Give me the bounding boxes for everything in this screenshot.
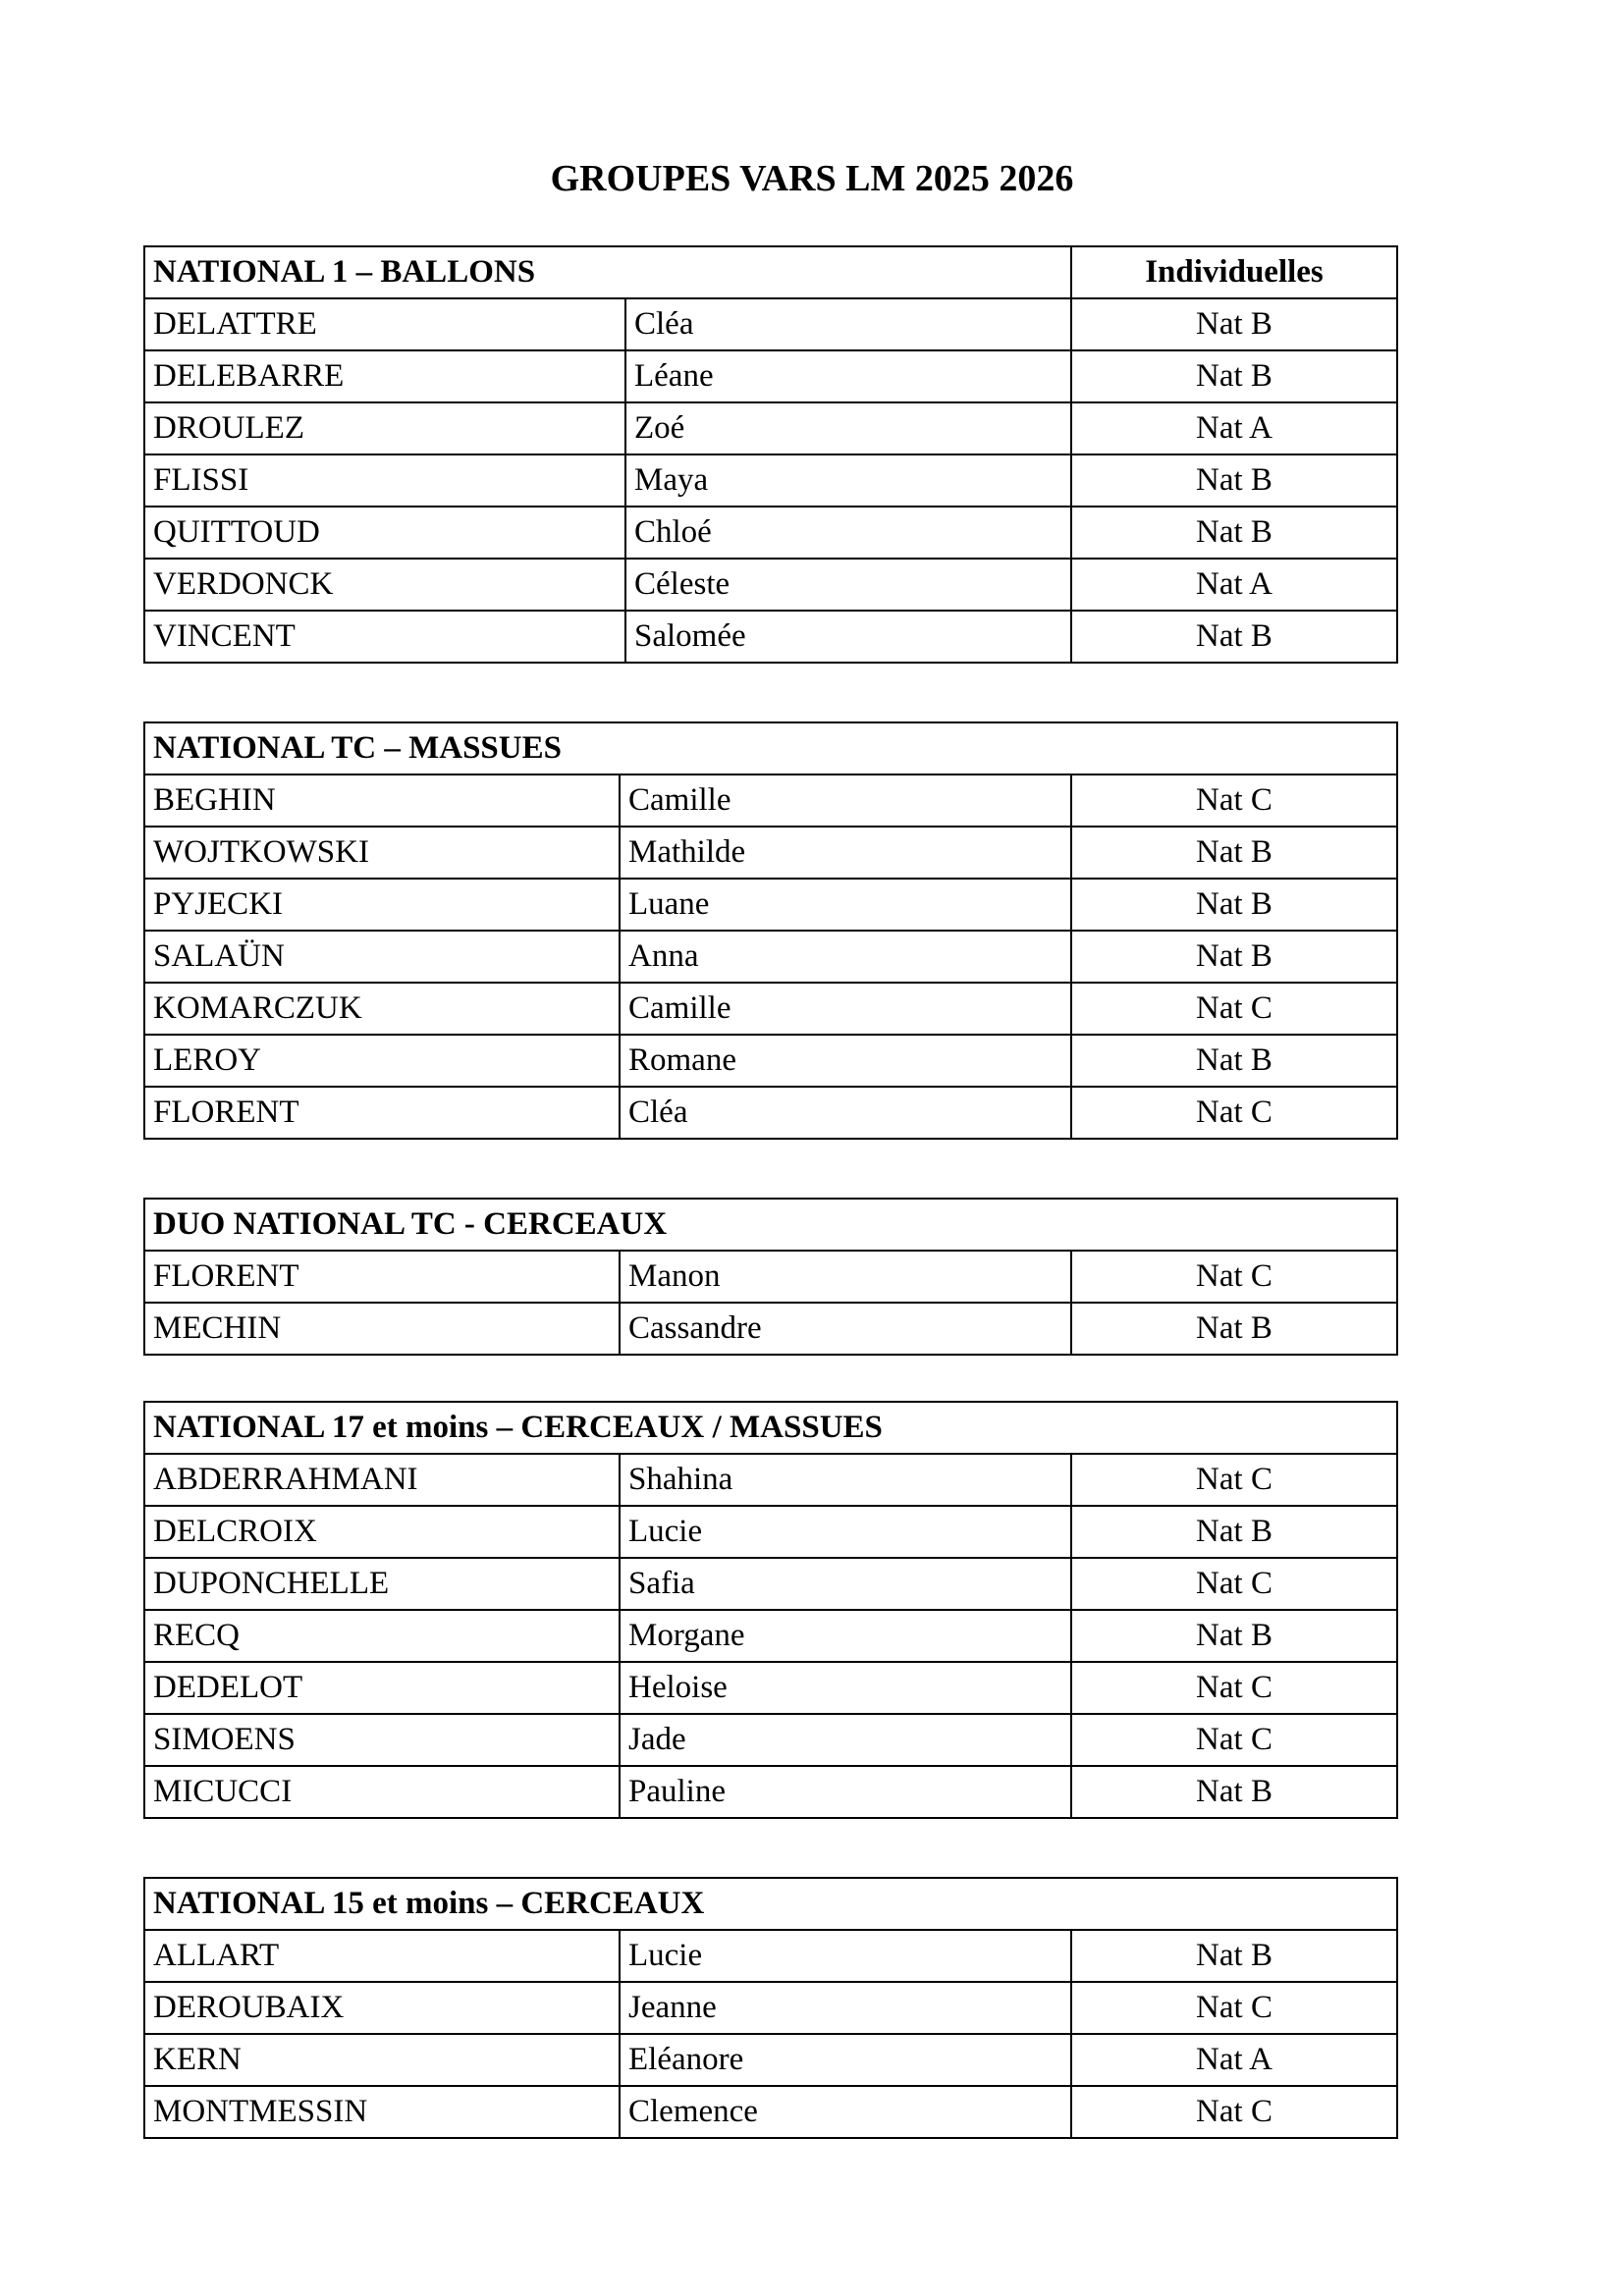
group-table-national-tc-massues (143, 721, 1398, 1140)
first-name: Eléanore (620, 2034, 1071, 2086)
level: Nat B (1071, 454, 1397, 507)
first-name: Lucie (620, 1930, 1071, 1982)
table-row (144, 1558, 1397, 1610)
table-row (144, 1982, 1397, 2034)
first-name: Cassandre (620, 1303, 1071, 1355)
level: Nat C (1071, 774, 1397, 827)
table-row (144, 1930, 1397, 1982)
first-name: Pauline (620, 1766, 1071, 1818)
last-name: DELEBARRE (144, 350, 625, 402)
level: Nat B (1071, 350, 1397, 402)
first-name: Maya (625, 454, 1071, 507)
last-name: MONTMESSIN (144, 2086, 620, 2138)
table-row (144, 879, 1397, 931)
first-name: Clemence (620, 2086, 1071, 2138)
last-name: LEROY (144, 1035, 620, 1087)
level: Nat A (1071, 402, 1397, 454)
first-name: Jeanne (620, 1982, 1071, 2034)
first-name: Zoé (625, 402, 1071, 454)
first-name: Safia (620, 1558, 1071, 1610)
group-table-national-15 (143, 1877, 1398, 2139)
last-name: MECHIN (144, 1303, 620, 1355)
first-name: Camille (620, 983, 1071, 1035)
last-name: ALLART (144, 1930, 620, 1982)
level: Nat C (1071, 1454, 1397, 1506)
group-heading: NATIONAL 17 et moins – CERCEAUX / MASSUES (144, 1402, 1397, 1454)
group-header-row (144, 1878, 1397, 1930)
last-name: DUPONCHELLE (144, 1558, 620, 1610)
last-name: VERDONCK (144, 559, 625, 611)
last-name: DROULEZ (144, 402, 625, 454)
first-name: Romane (620, 1035, 1071, 1087)
table-row (144, 1087, 1397, 1139)
last-name: MICUCCI (144, 1766, 620, 1818)
table-row (144, 1251, 1397, 1303)
level: Nat C (1071, 1558, 1397, 1610)
level: Nat C (1071, 1714, 1397, 1766)
table-row (144, 611, 1397, 663)
first-name: Jade (620, 1714, 1071, 1766)
first-name: Heloise (620, 1662, 1071, 1714)
group-heading: NATIONAL 15 et moins – CERCEAUX (144, 1878, 1397, 1930)
table-row (144, 1303, 1397, 1355)
table-row (144, 1610, 1397, 1662)
last-name: ABDERRAHMANI (144, 1454, 620, 1506)
level: Nat B (1071, 1766, 1397, 1818)
last-name: SALAÜN (144, 931, 620, 983)
group-header-row (144, 1402, 1397, 1454)
level: Nat C (1071, 1662, 1397, 1714)
table-row (144, 454, 1397, 507)
last-name: PYJECKI (144, 879, 620, 931)
last-name: BEGHIN (144, 774, 620, 827)
last-name: RECQ (144, 1610, 620, 1662)
first-name: Salomée (625, 611, 1071, 663)
level: Nat B (1071, 1506, 1397, 1558)
level: Nat B (1071, 1303, 1397, 1355)
last-name: VINCENT (144, 611, 625, 663)
individuelles-heading: Individuelles (1071, 246, 1397, 298)
first-name: Morgane (620, 1610, 1071, 1662)
first-name: Camille (620, 774, 1071, 827)
group-heading: NATIONAL 1 – BALLONS (144, 246, 1071, 298)
last-name: WOJTKOWSKI (144, 827, 620, 879)
level: Nat C (1071, 1251, 1397, 1303)
first-name: Léane (625, 350, 1071, 402)
level: Nat B (1071, 1610, 1397, 1662)
last-name: SIMOENS (144, 1714, 620, 1766)
table-row (144, 931, 1397, 983)
last-name: DEROUBAIX (144, 1982, 620, 2034)
level: Nat B (1071, 611, 1397, 663)
first-name: Chloé (625, 507, 1071, 559)
group-table-national-1 (143, 245, 1398, 664)
page-title: GROUPES VARS LM 2025 2026 (550, 158, 1074, 199)
first-name: Cléa (620, 1087, 1071, 1139)
level: Nat A (1071, 2034, 1397, 2086)
level: Nat B (1071, 1930, 1397, 1982)
table-row (144, 983, 1397, 1035)
last-name: DEDELOT (144, 1662, 620, 1714)
last-name: FLORENT (144, 1251, 620, 1303)
last-name: DELCROIX (144, 1506, 620, 1558)
level: Nat B (1071, 507, 1397, 559)
table-row (144, 1035, 1397, 1087)
first-name: Luane (620, 879, 1071, 931)
first-name: Manon (620, 1251, 1071, 1303)
level: Nat B (1071, 298, 1397, 350)
level: Nat B (1071, 1035, 1397, 1087)
group-header-row (144, 722, 1397, 774)
table-row (144, 402, 1397, 454)
table-row (144, 1662, 1397, 1714)
table-row (144, 298, 1397, 350)
last-name: DELATTRE (144, 298, 625, 350)
level: Nat B (1071, 827, 1397, 879)
table-row (144, 774, 1397, 827)
last-name: KOMARCZUK (144, 983, 620, 1035)
table-row (144, 1714, 1397, 1766)
table-row (144, 1766, 1397, 1818)
group-header-row (144, 246, 1397, 298)
table-row (144, 559, 1397, 611)
group-header-row (144, 1199, 1397, 1251)
table-row (144, 1506, 1397, 1558)
last-name: FLORENT (144, 1087, 620, 1139)
level: Nat A (1071, 559, 1397, 611)
level: Nat C (1071, 1087, 1397, 1139)
group-table-duo-national-tc (143, 1198, 1398, 1356)
level: Nat B (1071, 879, 1397, 931)
group-heading: NATIONAL TC – MASSUES (144, 722, 1397, 774)
level: Nat C (1071, 2086, 1397, 2138)
table-row (144, 827, 1397, 879)
table-row (144, 507, 1397, 559)
level: Nat C (1071, 1982, 1397, 2034)
first-name: Cléa (625, 298, 1071, 350)
group-heading: DUO NATIONAL TC - CERCEAUX (144, 1199, 1397, 1251)
group-table-national-17 (143, 1401, 1398, 1819)
first-name: Céleste (625, 559, 1071, 611)
first-name: Shahina (620, 1454, 1071, 1506)
last-name: QUITTOUD (144, 507, 625, 559)
level: Nat C (1071, 983, 1397, 1035)
first-name: Anna (620, 931, 1071, 983)
level: Nat B (1071, 931, 1397, 983)
last-name: FLISSI (144, 454, 625, 507)
last-name: KERN (144, 2034, 620, 2086)
first-name: Mathilde (620, 827, 1071, 879)
table-row (144, 2034, 1397, 2086)
table-row (144, 2086, 1397, 2138)
first-name: Lucie (620, 1506, 1071, 1558)
table-row (144, 350, 1397, 402)
table-row (144, 1454, 1397, 1506)
